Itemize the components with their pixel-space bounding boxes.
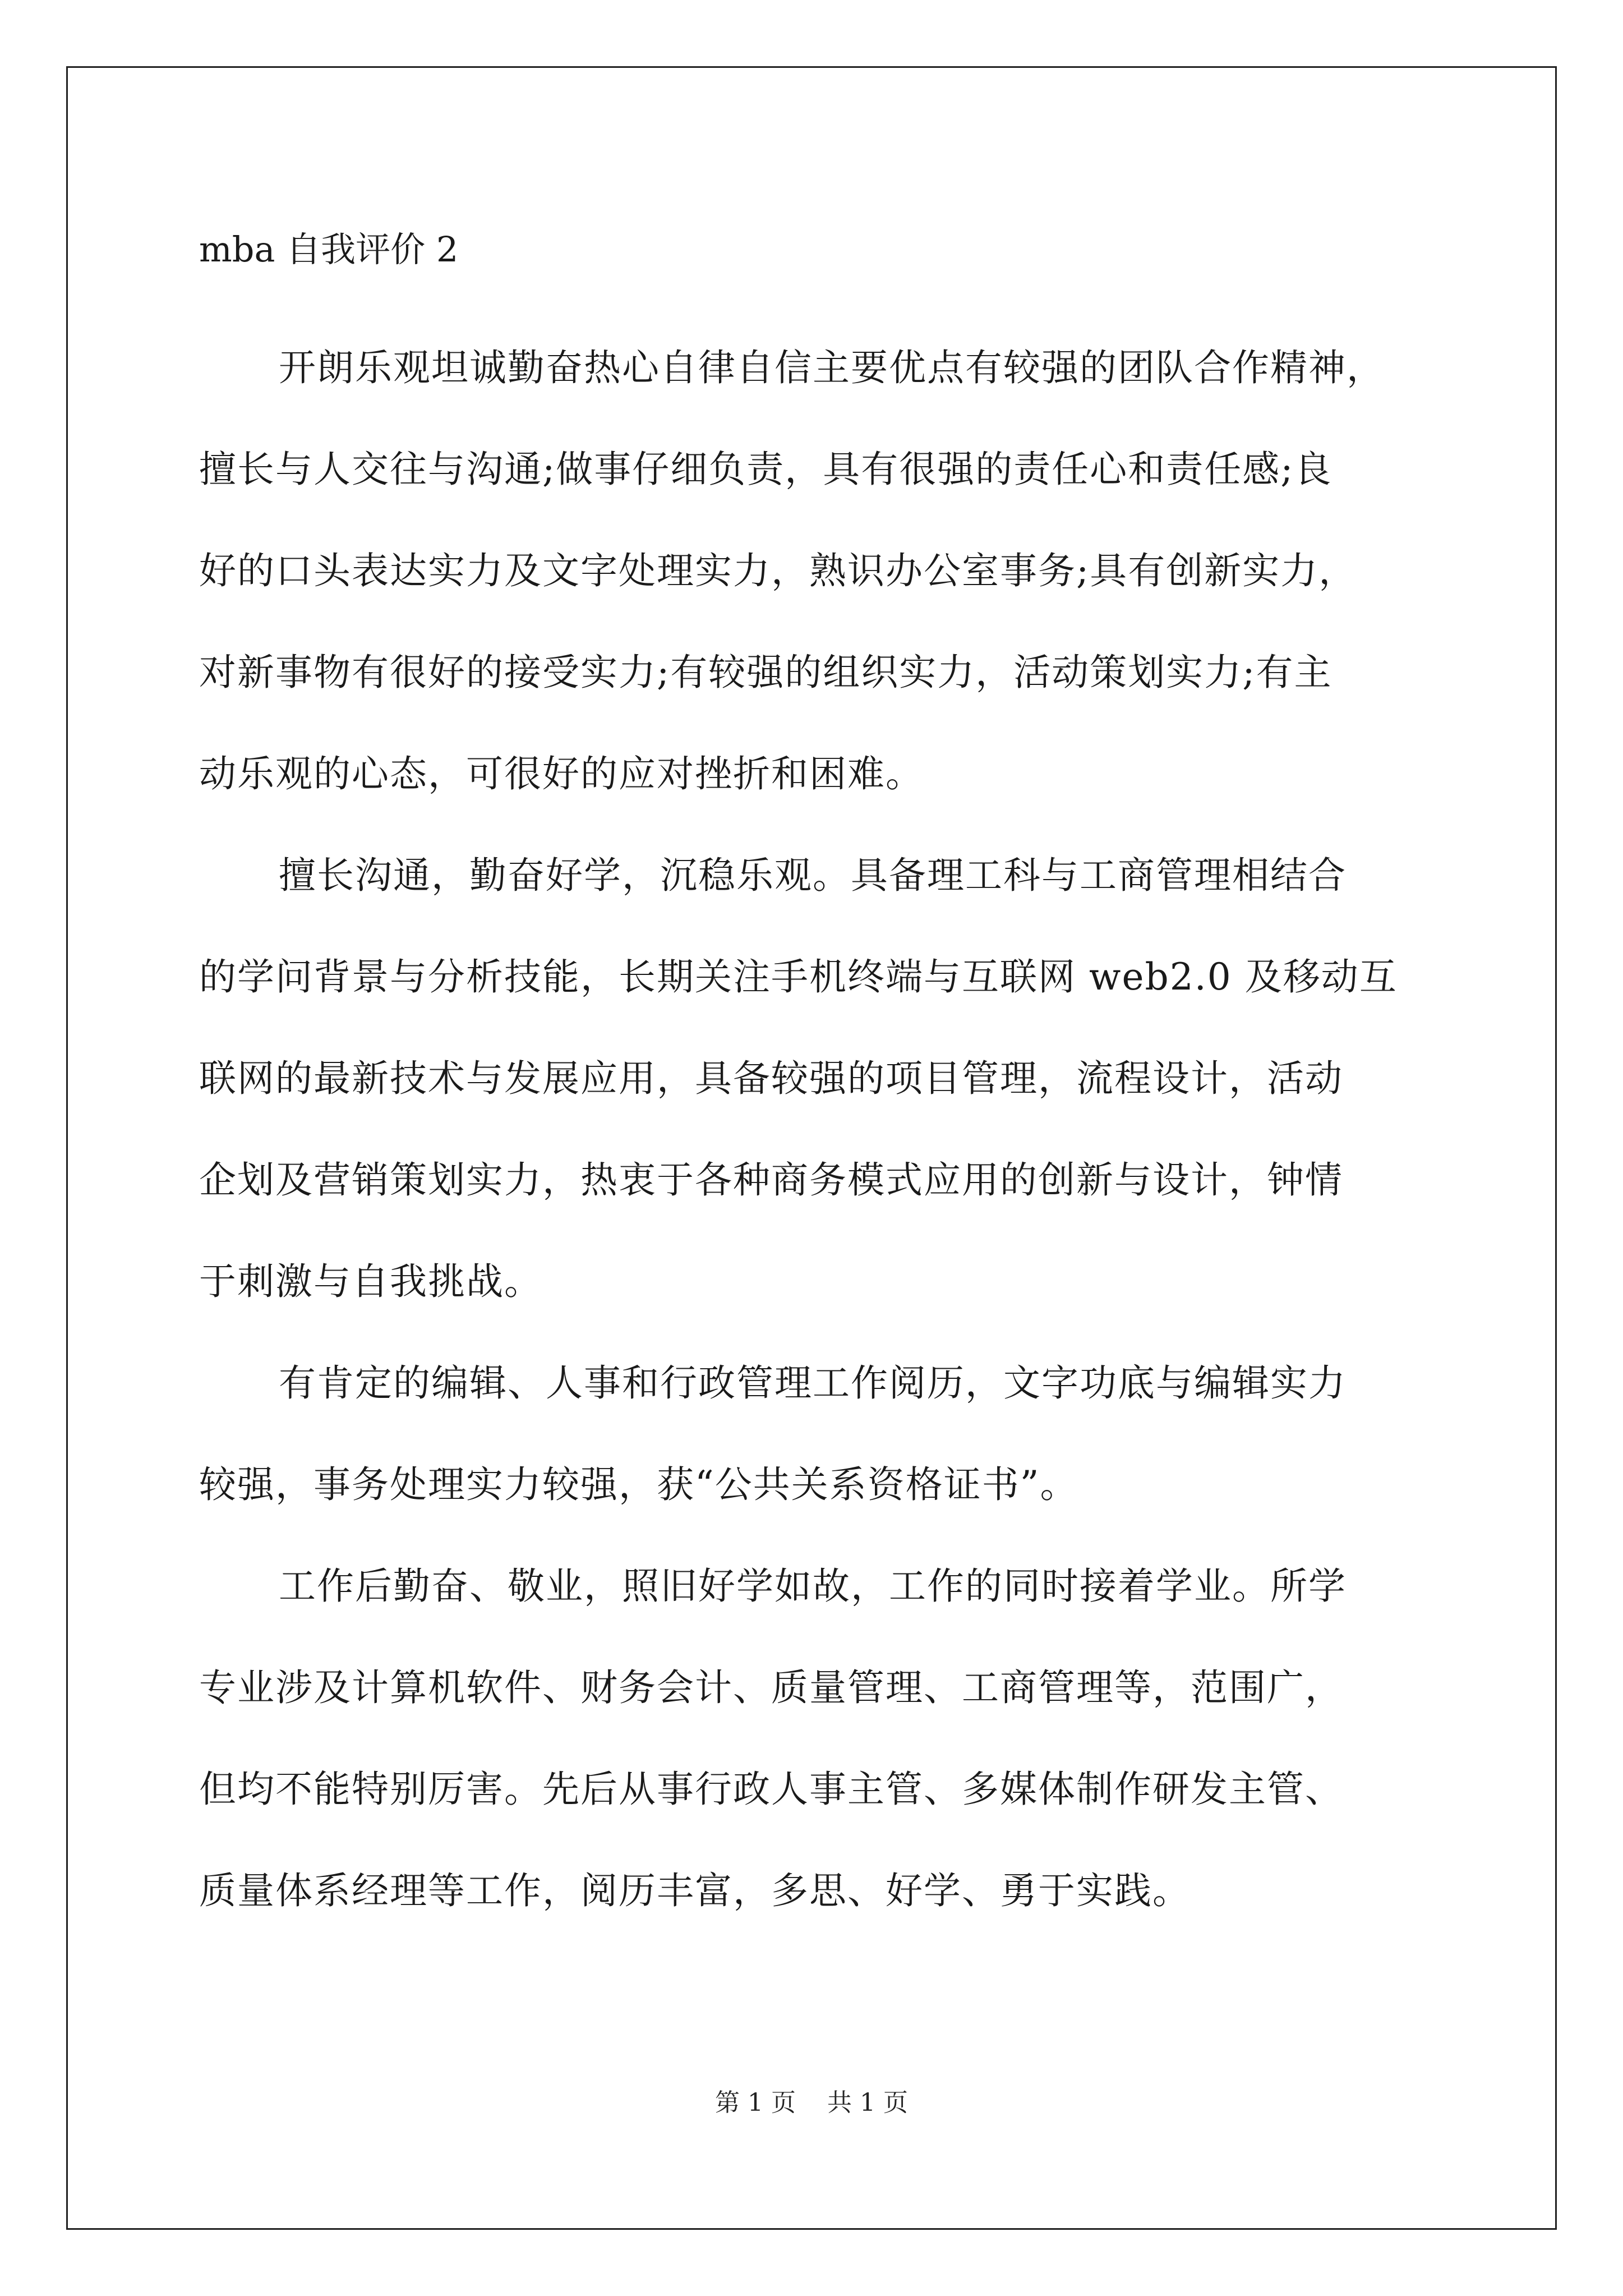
page-total: 共 1 页 (827, 2088, 908, 2117)
paragraph-line: 的学问背景与分析技能，长期关注手机终端与互联网 web2.0 及移动互 (199, 955, 1398, 999)
page-footer (0, 2082, 1623, 2118)
paragraph-line: 专业涉及计算机软件、财务会计、质量管理、工商管理等，范围广， (199, 1666, 1343, 1709)
page-number: 第 1 页 (715, 2088, 796, 2117)
paragraph-line: 但均不能特别厉害。先后从事行政人事主管、多媒体制作研发主管、 (199, 1768, 1343, 1811)
paragraph-line: 企划及营销策划实力，热衷于各种商务模式应用的创新与设计，钟情 (199, 1158, 1343, 1202)
paragraph-line: 于刺激与自我挑战。 (199, 1260, 542, 1303)
paragraph-line: 对新事物有很好的接受实力;有较强的组织实力，活动策划实力;有主 (199, 651, 1332, 694)
document-body (199, 216, 1433, 1941)
paragraph-4 (199, 1535, 1433, 1941)
paragraph-line: 动乐观的心态，可很好的应对挫折和困难。 (199, 752, 924, 795)
paragraph-2 (199, 825, 1433, 1332)
paragraph-line: 擅长沟通，勤奋好学，沉稳乐观。具备理工科与工商管理相结合 (279, 854, 1347, 897)
paragraph-1 (199, 317, 1433, 825)
paragraph-line: 较强，事务处理实力较强，获“公共关系资格证书”。 (199, 1463, 1078, 1506)
paragraph-line: 工作后勤奋、敬业，照旧好学如故，工作的同时接着学业。所学 (279, 1565, 1347, 1608)
paragraph-line: 擅长与人交往与沟通;做事仔细负责，具有很强的责任心和责任感;良 (199, 448, 1332, 491)
paragraph-3 (199, 1332, 1433, 1535)
paragraph-line: 有肯定的编辑、人事和行政管理工作阅历，文字功底与编辑实力 (279, 1361, 1347, 1405)
paragraph-line: 开朗乐观坦诚勤奋热心自律自信主要优点有较强的团队合作精神， (279, 346, 1385, 389)
paragraph-line: 质量体系经理等工作，阅历丰富，多思、好学、勇于实践。 (199, 1869, 1191, 1912)
paragraph-line: 好的口头表达实力及文字处理实力，熟识办公室事务;具有创新实力， (199, 549, 1357, 592)
document-title: mba 自我评价 2 (199, 229, 459, 270)
paragraph-line: 联网的最新技术与发展应用，具备较强的项目管理，流程设计，活动 (199, 1057, 1343, 1100)
